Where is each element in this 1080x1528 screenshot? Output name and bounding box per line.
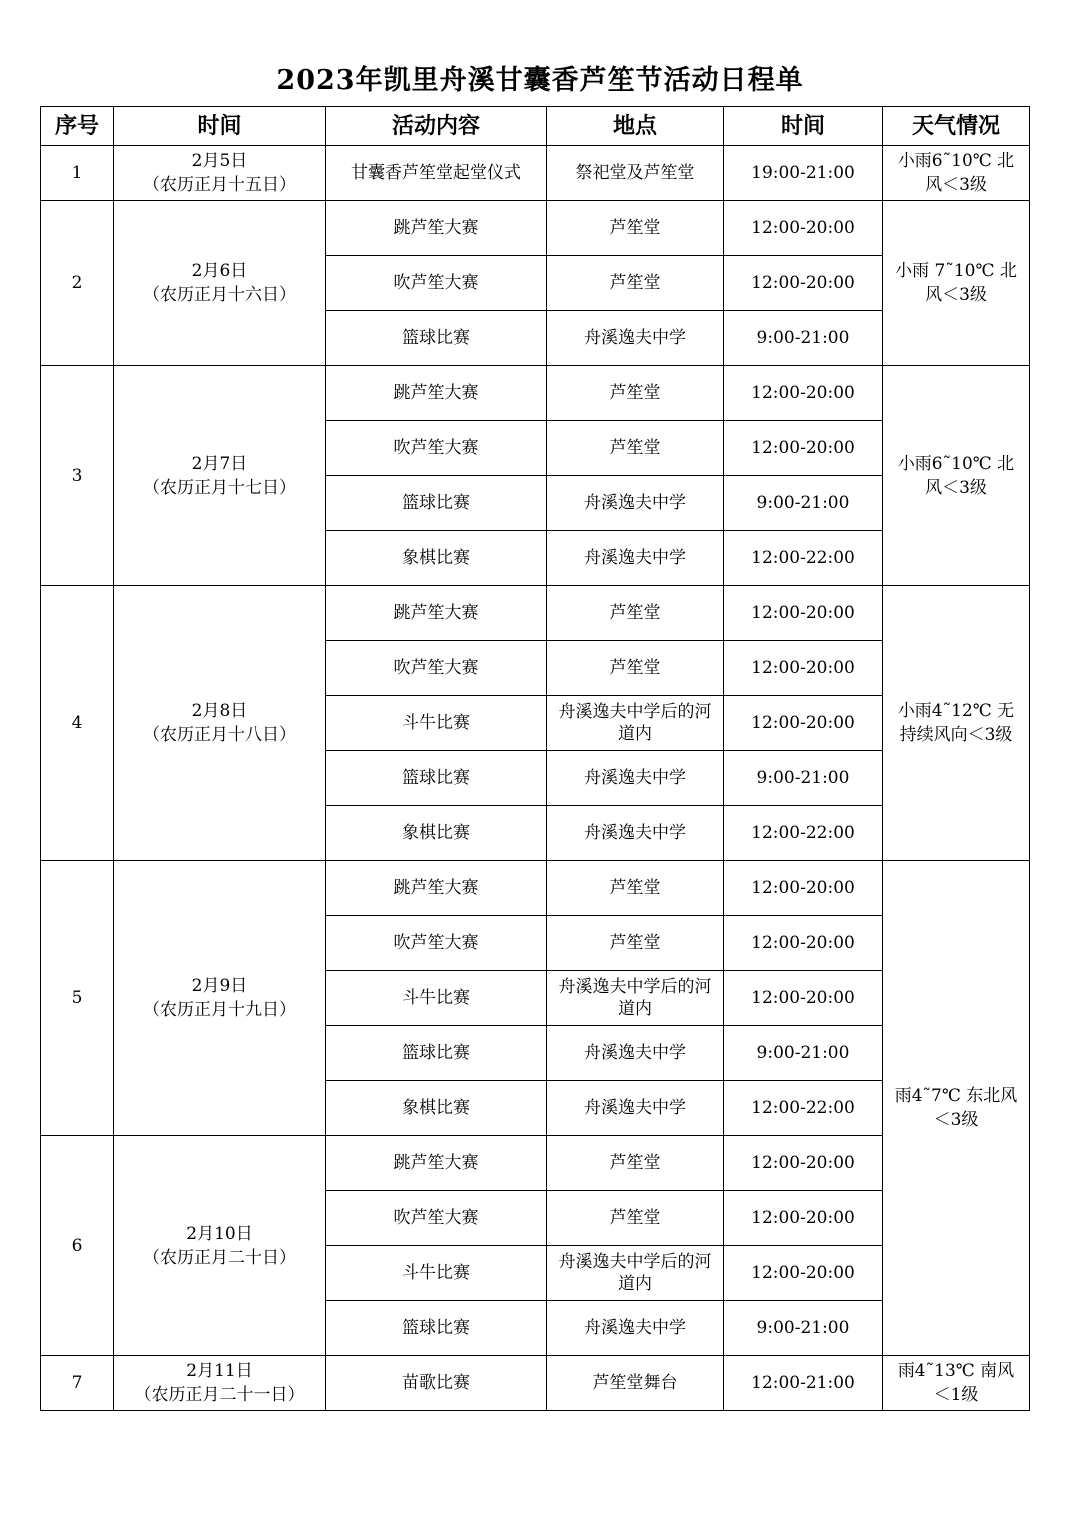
date-text: 2月7日 (191, 453, 248, 474)
row-activity: 斗牛比赛 (326, 971, 547, 1026)
table-row (41, 586, 1030, 641)
row-activity: 吹芦笙大赛 (326, 256, 547, 311)
schedule-table (40, 106, 1030, 1411)
row-time: 12:00-22:00 (724, 531, 883, 586)
row-index: 1 (41, 146, 114, 201)
row-index: 4 (41, 586, 114, 861)
lunar-date-text: （农历正月十八日） (143, 725, 296, 745)
row-place: 芦笙堂 (547, 641, 724, 696)
row-date (114, 146, 326, 201)
row-index: 5 (41, 861, 114, 1136)
row-time: 12:00-20:00 (724, 861, 883, 916)
row-activity: 斗牛比赛 (326, 1246, 547, 1301)
row-activity: 篮球比赛 (326, 1026, 547, 1081)
header-activity: 活动内容 (326, 107, 547, 146)
row-place: 舟溪逸夫中学后的河道内 (547, 696, 724, 751)
row-time: 12:00-20:00 (724, 971, 883, 1026)
lunar-date-text: （农历正月十九日） (143, 1000, 296, 1020)
row-activity: 跳芦笙大赛 (326, 366, 547, 421)
row-time: 12:00-22:00 (724, 806, 883, 861)
row-place: 祭祀堂及芦笙堂 (547, 146, 724, 201)
row-date (114, 861, 326, 1136)
row-activity: 跳芦笙大赛 (326, 1136, 547, 1191)
row-time: 9:00-21:00 (724, 1301, 883, 1356)
table-row (41, 366, 1030, 421)
header-weather: 天气情况 (883, 107, 1030, 146)
row-place: 芦笙堂 (547, 256, 724, 311)
row-weather: 雨4˜13℃ 南风＜1级 (883, 1356, 1030, 1411)
row-activity: 甘囊香芦笙堂起堂仪式 (326, 146, 547, 201)
row-place: 舟溪逸夫中学后的河道内 (547, 971, 724, 1026)
schedule-body (41, 146, 1030, 1411)
row-place: 芦笙堂 (547, 1136, 724, 1191)
row-date (114, 1136, 326, 1356)
row-activity: 象棋比赛 (326, 1081, 547, 1136)
row-weather: 小雨6˜10℃ 北风＜3级 (883, 366, 1030, 586)
header-index: 序号 (41, 107, 114, 146)
row-place: 舟溪逸夫中学 (547, 476, 724, 531)
row-place: 芦笙堂 (547, 421, 724, 476)
row-activity: 篮球比赛 (326, 311, 547, 366)
row-activity: 篮球比赛 (326, 476, 547, 531)
page-title: 2023年凯里舟溪甘囊香芦笙节活动日程单 (276, 65, 804, 96)
row-activity: 跳芦笙大赛 (326, 586, 547, 641)
row-index: 2 (41, 201, 114, 366)
row-place: 舟溪逸夫中学 (547, 1081, 724, 1136)
date-text: 2月11日 (186, 1361, 253, 1381)
row-date (114, 366, 326, 586)
row-time: 12:00-20:00 (724, 421, 883, 476)
lunar-date-text: （农历正月二十一日） (134, 1385, 305, 1405)
row-time: 12:00-20:00 (724, 916, 883, 971)
date-text: 2月8日 (191, 701, 248, 721)
row-activity: 篮球比赛 (326, 1301, 547, 1356)
row-place: 芦笙堂 (547, 916, 724, 971)
row-activity: 苗歌比赛 (326, 1356, 547, 1411)
row-place: 舟溪逸夫中学 (547, 531, 724, 586)
row-weather: 小雨6˜10℃ 北风＜3级 (883, 146, 1030, 201)
row-time: 12:00-20:00 (724, 586, 883, 641)
table-row (41, 1356, 1030, 1411)
header-time: 时间 (724, 107, 883, 146)
row-place: 舟溪逸夫中学 (547, 311, 724, 366)
date-text: 2月9日 (191, 976, 248, 996)
row-time: 12:00-20:00 (724, 1191, 883, 1246)
row-date (114, 586, 326, 861)
row-place: 芦笙堂 (547, 1191, 724, 1246)
date-text: 2月6日 (191, 261, 248, 281)
lunar-date-text: （农历正月二十日） (143, 1247, 296, 1268)
row-time: 12:00-20:00 (724, 201, 883, 256)
header-row (41, 107, 1030, 146)
row-index: 6 (41, 1136, 114, 1356)
row-activity: 吹芦笙大赛 (326, 1191, 547, 1246)
row-time: 12:00-21:00 (724, 1356, 883, 1411)
row-weather: 小雨4˜12℃ 无持续风向＜3级 (883, 586, 1030, 861)
lunar-date-text: （农历正月十六日） (143, 285, 296, 305)
row-time: 12:00-20:00 (724, 366, 883, 421)
lunar-date-text: （农历正月十七日） (143, 477, 296, 498)
row-place: 芦笙堂 (547, 586, 724, 641)
row-weather: 雨4˜7℃ 东北风＜3级 (883, 861, 1030, 1356)
row-date (114, 201, 326, 366)
date-text: 2月10日 (186, 1223, 253, 1244)
table-row (41, 201, 1030, 256)
row-activity: 篮球比赛 (326, 751, 547, 806)
row-place: 舟溪逸夫中学后的河道内 (547, 1246, 724, 1301)
row-place: 芦笙堂 (547, 861, 724, 916)
row-time: 9:00-21:00 (724, 1026, 883, 1081)
row-time: 12:00-20:00 (724, 641, 883, 696)
row-time: 12:00-22:00 (724, 1081, 883, 1136)
row-place: 舟溪逸夫中学 (547, 1026, 724, 1081)
row-time: 9:00-21:00 (724, 476, 883, 531)
row-place: 芦笙堂 (547, 201, 724, 256)
row-place: 芦笙堂舞台 (547, 1356, 724, 1411)
table-row (41, 861, 1030, 916)
row-time: 12:00-20:00 (724, 256, 883, 311)
row-activity: 吹芦笙大赛 (326, 421, 547, 476)
table-row (41, 146, 1030, 201)
row-time: 9:00-21:00 (724, 751, 883, 806)
row-activity: 跳芦笙大赛 (326, 201, 547, 256)
row-activity: 斗牛比赛 (326, 696, 547, 751)
row-activity: 跳芦笙大赛 (326, 861, 547, 916)
row-time: 12:00-20:00 (724, 696, 883, 751)
row-time: 12:00-20:00 (724, 1136, 883, 1191)
date-text: 2月5日 (191, 151, 248, 171)
row-activity: 象棋比赛 (326, 806, 547, 861)
table-row (41, 1136, 1030, 1191)
lunar-date-text: （农历正月十五日） (143, 175, 296, 195)
header-date: 时间 (114, 107, 326, 146)
row-time: 9:00-21:00 (724, 311, 883, 366)
row-place: 舟溪逸夫中学 (547, 751, 724, 806)
row-activity: 象棋比赛 (326, 531, 547, 586)
row-activity: 吹芦笙大赛 (326, 641, 547, 696)
row-date (114, 1356, 326, 1411)
row-place: 舟溪逸夫中学 (547, 806, 724, 861)
header-place: 地点 (547, 107, 724, 146)
row-place: 芦笙堂 (547, 366, 724, 421)
row-weather: 小雨 7˜10℃ 北风＜3级 (883, 201, 1030, 366)
row-time: 12:00-20:00 (724, 1246, 883, 1301)
row-place: 舟溪逸夫中学 (547, 1301, 724, 1356)
row-index: 3 (41, 366, 114, 586)
row-time: 19:00-21:00 (724, 146, 883, 201)
row-activity: 吹芦笙大赛 (326, 916, 547, 971)
row-index: 7 (41, 1356, 114, 1411)
